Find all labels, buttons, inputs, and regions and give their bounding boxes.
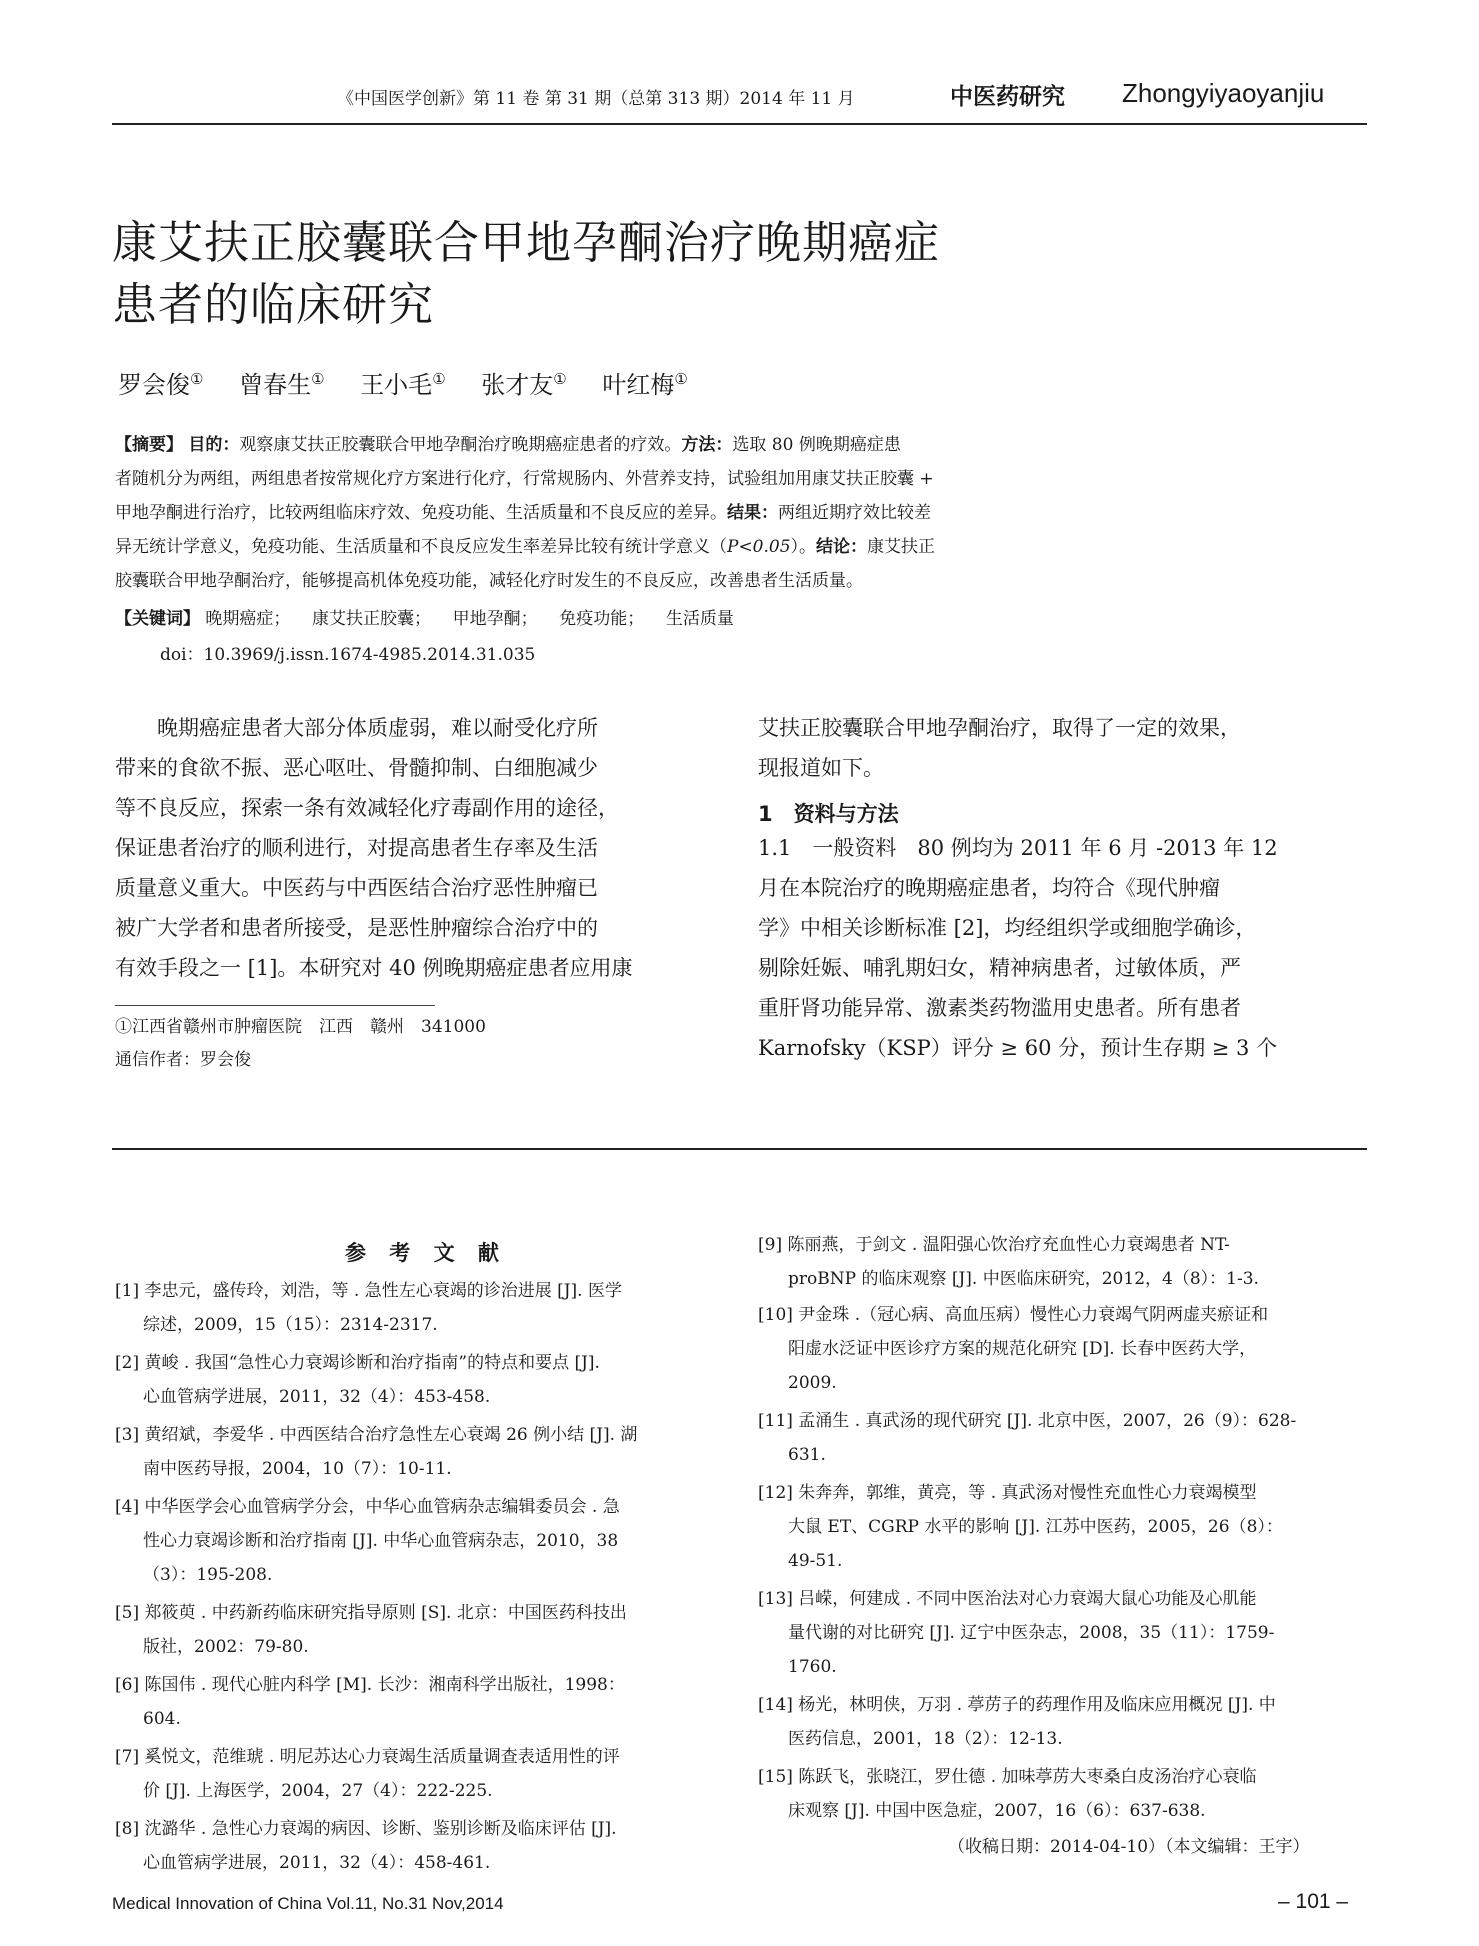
- results-label: 结果：: [727, 503, 778, 523]
- methods-label: 方法：: [681, 435, 733, 455]
- author: 叶红梅①: [602, 370, 688, 399]
- received-date: （收稿日期：2014-04-10）（本文编辑：王宇）: [948, 1837, 1310, 1857]
- reference-item-cont: 性心力衰竭诊断和治疗指南 [J]. 中华心血管病杂志，2010，38: [143, 1531, 619, 1551]
- abstract-line: 者随机分为两组，两组患者按常规化疗方案进行化疗，行常规肠内、外营养支持，试验组加用康艾扶正胶囊 +: [115, 469, 934, 489]
- reference-item-cont: 49-51.: [788, 1551, 843, 1571]
- body-line: 质量意义重大。中医药与中西医结合治疗恶性肿瘤已: [115, 876, 598, 900]
- section-name: 中医药研究: [950, 84, 1065, 110]
- keyword: 甲地孕酮；: [452, 609, 538, 629]
- reference-item: [4] 中华医学会心血管病学分会，中华心血管病杂志编辑委员会 . 急: [115, 1497, 620, 1517]
- article-title-line2: 患者的临床研究: [112, 278, 435, 331]
- footnote-rule: [115, 1005, 435, 1006]
- reference-item-cont: 床观察 [J]. 中国中医急症，2007，16（6）：637-638.: [788, 1801, 1206, 1821]
- footnote-corresponding: 通信作者：罗会俊: [115, 1050, 251, 1070]
- conclusion-label: 结论：: [816, 537, 868, 557]
- reference-item: [5] 郑筱萸 . 中药新药临床研究指导原则 [S]. 北京：中国医药科技出: [115, 1603, 627, 1623]
- reference-item-cont: 南中医药导报，2004，10（7）：10-11.: [143, 1459, 452, 1479]
- reference-item: [2] 黄峻 . 我国“急性心力衰竭诊断和治疗指南”的特点和要点 [J].: [115, 1353, 600, 1373]
- keywords-label: 【关键词】: [115, 609, 200, 629]
- reference-item: [11] 孟涌生 . 真武汤的现代研究 [J]. 北京中医，2007，26（9）：628-: [758, 1411, 1297, 1431]
- reference-item: [3] 黄绍斌，李爱华 . 中西医结合治疗急性左心衰竭 26 例小结 [J]. 湖: [115, 1425, 638, 1445]
- reference-item: [6] 陈国伟 . 现代心脏内科学 [M]. 长沙：湘南科学出版社，1998：: [115, 1675, 625, 1695]
- reference-item: [7] 奚悦文，范维琥 . 明尼苏达心力衰竭生活质量调查表适用性的评: [115, 1747, 620, 1767]
- keyword: 晚期癌症；: [205, 609, 291, 629]
- body-line: 艾扶正胶囊联合甲地孕酮治疗，取得了一定的效果，: [758, 716, 1241, 740]
- keyword: 免疫功能；: [559, 609, 645, 629]
- references-heading: 参 考 文 献: [345, 1241, 507, 1265]
- abstract-label: 【摘要】: [115, 435, 183, 455]
- reference-item: [8] 沈潞华 . 急性心力衰竭的病因、诊断、鉴别诊断及临床评估 [J].: [115, 1819, 617, 1839]
- reference-item-cont: 1760.: [788, 1657, 837, 1677]
- footnote-affiliation: ①江西省赣州市肿瘤医院 江西 赣州 341000: [115, 1017, 486, 1037]
- reference-item: [13] 吕嵘，何建成 . 不同中医治法对心力衰竭大鼠心功能及心肌能: [758, 1589, 1257, 1609]
- keyword: 康艾扶正胶囊；: [312, 609, 432, 629]
- section-pinyin: Zhongyiyaoyanjiu: [1122, 78, 1325, 108]
- reference-item-cont: 心血管病学进展，2011，32（4）：458-461.: [143, 1853, 491, 1873]
- body-line: 被广大学者和患者所接受，是恶性肿瘤综合治疗中的: [115, 916, 598, 940]
- reference-item-cont: （3）：195-208.: [143, 1565, 273, 1585]
- body-line: 保证患者治疗的顺利进行，对提高患者生存率及生活: [115, 836, 598, 860]
- keyword: 生活质量: [665, 609, 734, 629]
- objective-label: 目的：: [188, 435, 240, 455]
- reference-item: [10] 尹金珠 .（冠心病、高血压病）慢性心力衰竭气阴两虚夹瘀证和: [758, 1305, 1269, 1325]
- reference-item-cont: 综述，2009，15（15）：2314-2317.: [143, 1315, 438, 1335]
- body-line: 学》中相关诊断标准 [2]，均经组织学或细胞学确诊，: [758, 916, 1257, 940]
- reference-item-cont: 2009.: [788, 1373, 837, 1393]
- reference-item-cont: 阳虚水泛证中医诊疗方案的规范化研究 [D]. 长春中医药大学，: [788, 1339, 1257, 1359]
- body-line: 带来的食欲不振、恶心呕吐、骨髓抑制、白细胞减少: [115, 756, 598, 780]
- body-line: 剔除妊娠、哺乳期妇女，精神病患者，过敏体质，严: [758, 956, 1241, 980]
- reference-item-cont: 量代谢的对比研究 [J]. 辽宁中医杂志，2008，35（11）：1759-: [788, 1623, 1275, 1643]
- author: 张才友①: [481, 370, 567, 399]
- reference-item: [14] 杨光，林明侠，万羽 . 葶苈子的药理作用及临床应用概况 [J]. 中: [758, 1695, 1276, 1715]
- section-heading: 1 资料与方法: [758, 802, 899, 826]
- body-line: 重肝肾功能异常、激素类药物滥用史患者。所有患者: [758, 996, 1241, 1020]
- author-list: [118, 365, 798, 400]
- reference-item: [1] 李忠元，盛传玲，刘浩，等 . 急性左心衰竭的诊治进展 [J]. 医学: [115, 1281, 622, 1301]
- page-number: – 101 –: [1278, 1890, 1349, 1913]
- article-title-line1: 康艾扶正胶囊联合甲地孕酮治疗晚期癌症: [112, 216, 941, 269]
- reference-item-cont: 医药信息，2001，18（2）：12-13.: [788, 1729, 1063, 1749]
- reference-item-cont: 631.: [788, 1445, 826, 1465]
- doi: doi：10.3969/j.issn.1674-4985.2014.31.035: [160, 645, 536, 665]
- abstract-line: 胶囊联合甲地孕酮治疗，能够提高机体免疫功能，减轻化疗时发生的不良反应，改善患者生活质量。: [115, 571, 863, 591]
- body-line: 等不良反应，探索一条有效减轻化疗毒副作用的途径，: [115, 796, 619, 820]
- abstract-line: 甲地孕酮进行治疗，比较两组临床疗效、免疫功能、生活质量和不良反应的差异。结果：两组近期疗效比较差: [115, 503, 931, 523]
- reference-item: [12] 朱奔奔，郭维，黄亮，等 . 真武汤对慢性充血性心力衰竭模型: [758, 1483, 1257, 1503]
- abstract-line: 【摘要】 目的：观察康艾扶正胶囊联合甲地孕酮治疗晚期癌症患者的疗效。方法：选取 80 例晚期癌症患: [115, 435, 901, 455]
- body-bottom-rule: [112, 1148, 1367, 1150]
- running-header: [112, 78, 1367, 122]
- author: 曾春生①: [239, 370, 325, 399]
- reference-item-cont: 心血管病学进展，2011，32（4）：453-458.: [143, 1387, 491, 1407]
- reference-item: [9] 陈丽燕，于剑文 . 温阳强心饮治疗充血性心力衰竭患者 NT-: [758, 1235, 1230, 1255]
- journal-citation: 《中国医学创新》第 11 卷 第 31 期（总第 313 期）2014 年 11 月: [337, 89, 855, 109]
- reference-item-cont: proBNP 的临床观察 [J]. 中医临床研究，2012，4（8）：1-3.: [788, 1269, 1259, 1289]
- reference-item-cont: 604.: [143, 1709, 181, 1729]
- body-line: Karnofsky（KSP）评分 ≥ 60 分，预计生存期 ≥ 3 个: [758, 1036, 1278, 1060]
- body-line: 月在本院治疗的晚期癌症患者，均符合《现代肿瘤: [758, 876, 1220, 900]
- body-line: 1.1 一般资料 80 例均为 2011 年 6 月 -2013 年 12: [758, 836, 1278, 860]
- body-line: 有效手段之一 [1]。本研究对 40 例晚期癌症患者应用康: [115, 956, 633, 980]
- reference-item-cont: 价 [J]. 上海医学，2004，27（4）：222-225.: [143, 1781, 493, 1801]
- author: 罗会俊①: [118, 370, 204, 399]
- body-line: 晚期癌症患者大部分体质虚弱，难以耐受化疗所: [115, 716, 598, 740]
- reference-item-cont: 大鼠 ET、CGRP 水平的影响 [J]. 江苏中医药，2005，26（8）：: [788, 1517, 1283, 1537]
- footer-citation: Medical Innovation of China Vol.11, No.31 Nov,2014: [112, 1894, 504, 1913]
- reference-item: [15] 陈跃飞，张晓江，罗仕德 . 加味葶苈大枣桑白皮汤治疗心衰临: [758, 1767, 1257, 1787]
- abstract-line: 异无统计学意义，免疫功能、生活质量和不良反应发生率差异比较有统计学意义（P<0.05）。结论：康艾扶正: [115, 537, 936, 557]
- header-rule: [112, 123, 1367, 125]
- body-line: 现报道如下。: [758, 756, 884, 780]
- keywords: [115, 611, 734, 628]
- reference-item-cont: 版社，2002：79-80.: [143, 1637, 309, 1657]
- author: 王小毛①: [360, 370, 446, 399]
